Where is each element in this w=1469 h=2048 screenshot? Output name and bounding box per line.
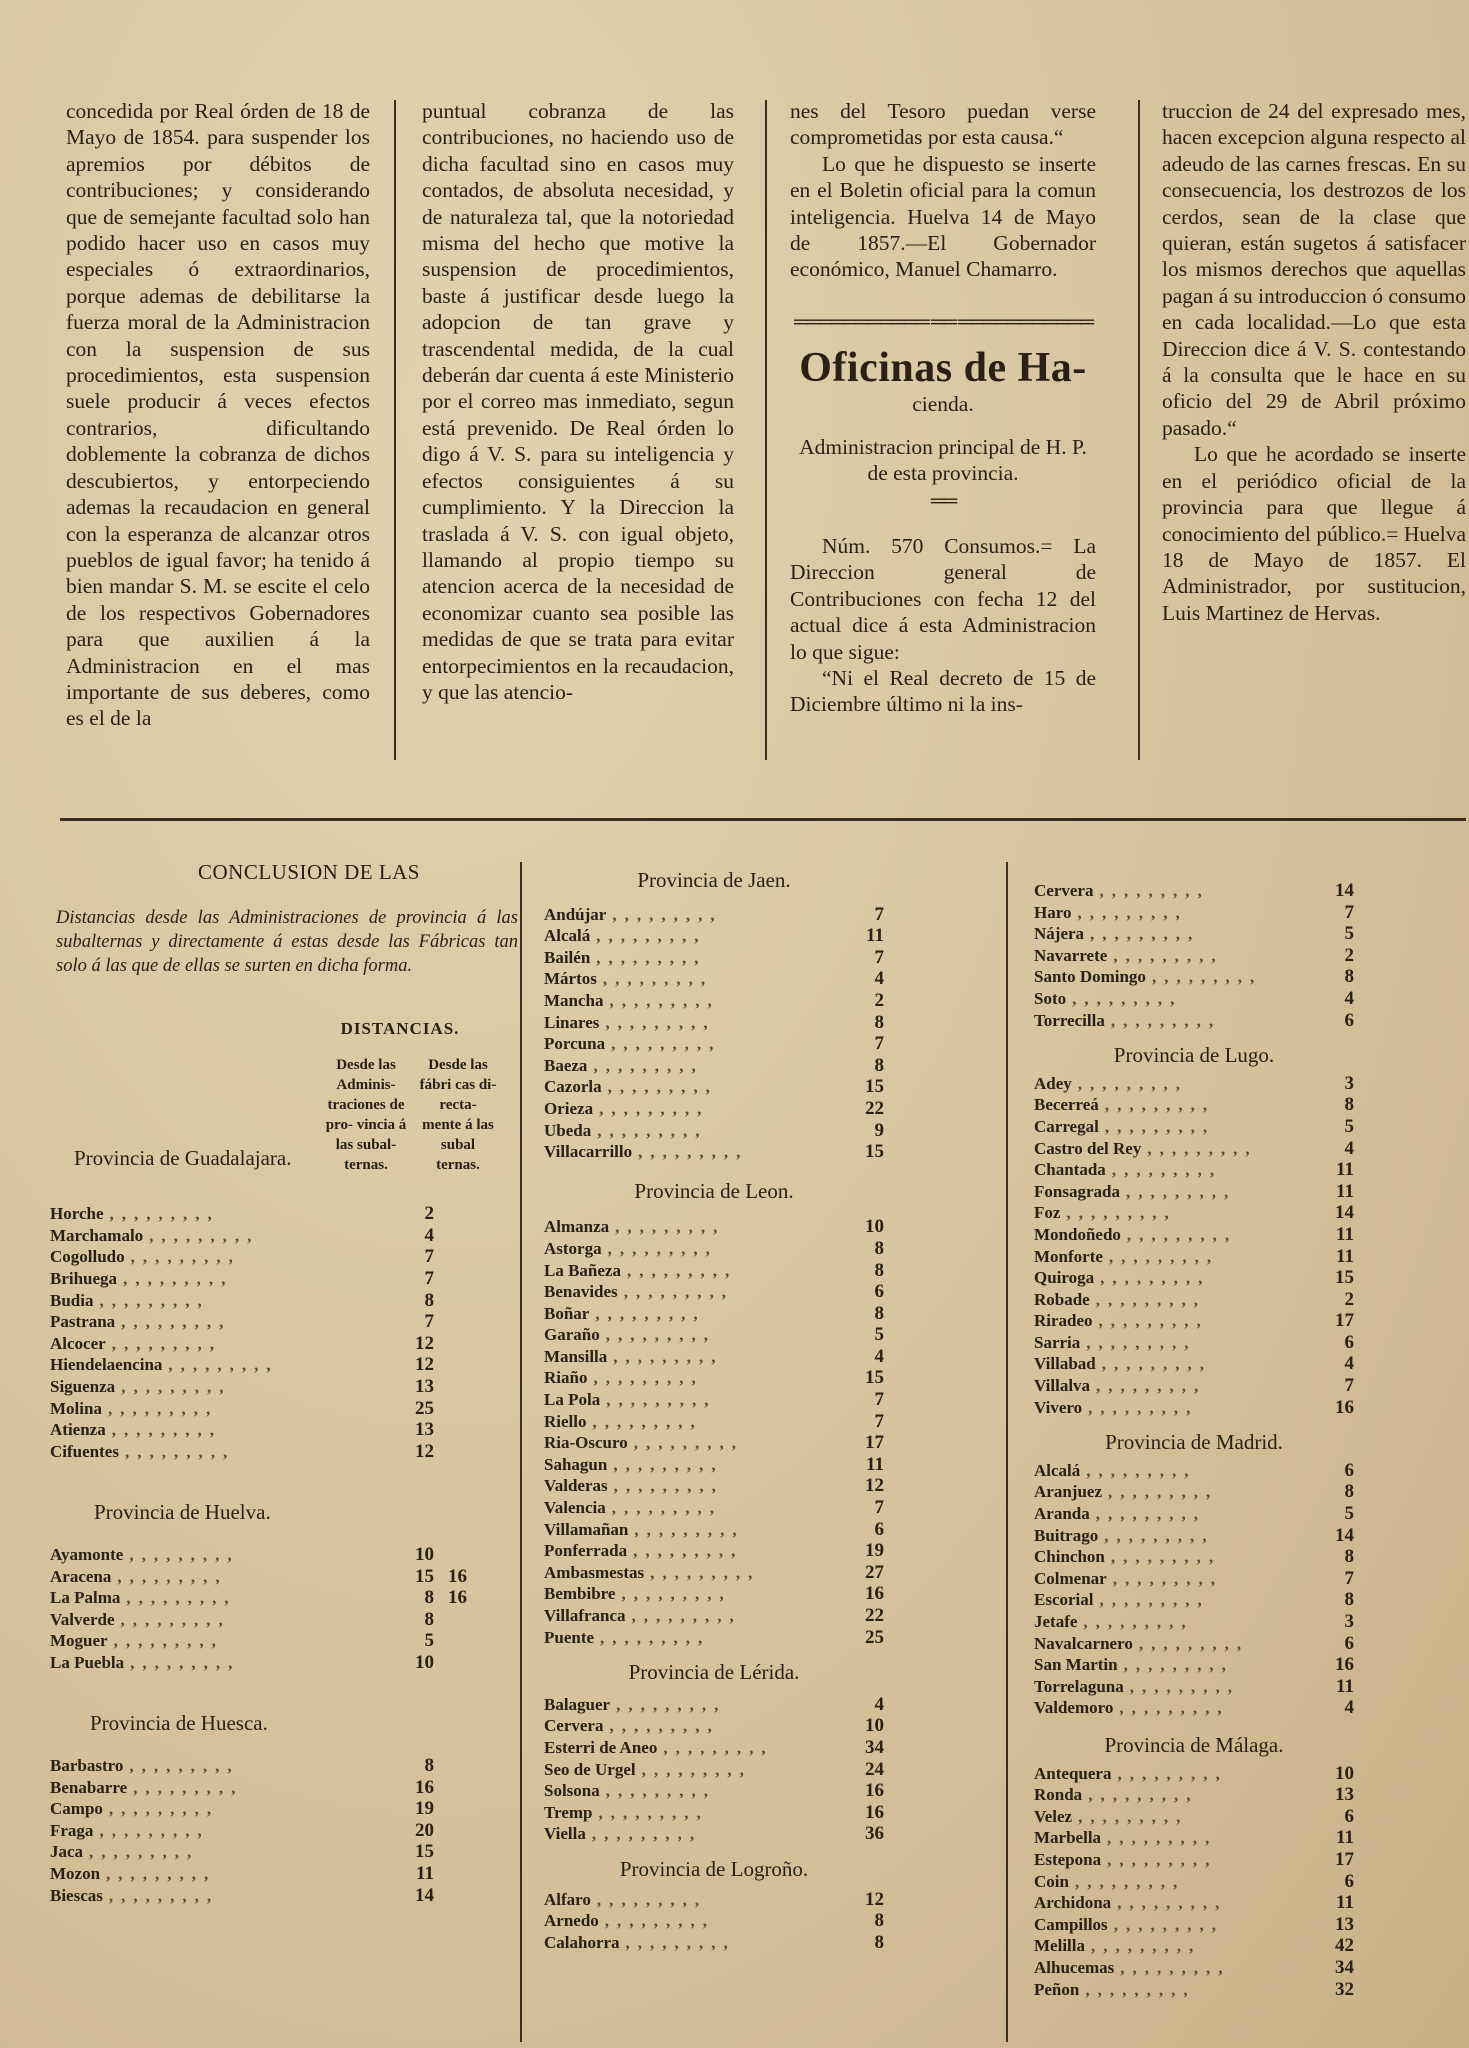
table-row: Mártos ,,,,,,,,, 4 xyxy=(544,968,884,990)
section-heading: Oficinas de Ha- xyxy=(799,345,1087,392)
table-row: Budia ,,,,,,,,, 8 xyxy=(50,1289,434,1311)
table-leon xyxy=(544,1216,884,1648)
column-divider xyxy=(1138,100,1140,760)
table-row: Ambasmestas ,,,,,,,,, 27 xyxy=(544,1561,884,1583)
table-row: Garaño ,,,,,,,,, 5 xyxy=(544,1324,884,1346)
paragraph: puntual cobranza de las contribuciones, no haciendo uso de dicha facultad sino en casos muy contados, de absoluta necesidad, y de naturaleza tal, que la notoriedad misma del hecho que motive la suspension de procedimientos, baste á justificar desde luego la adopcion de tan grave y trascendental medida, de la cual deberán dar cuenta á este Ministerio por el correo mas inmediato, segun está prevenido. De Real órden lo digo á V. S. para su inteligencia y efectos consiguientes á su cumplimiento. Y la Direccion la traslada á V. S. con igual objeto, llamando al propio tiempo su atencion acerca de la necesidad de economizar cuanto sea posible las medidas de que se trata para evitar entorpecimientos en la recaudacion, y que las atencio- xyxy=(422,99,734,704)
table-row: Molina ,,,,,,,,, 25 xyxy=(50,1397,434,1419)
column-3 xyxy=(790,98,1096,718)
table-row: Valverde ,,,,,,,,, 8 xyxy=(50,1608,434,1630)
table-huesca xyxy=(50,1755,528,1906)
conclusion-intro: Distancias desde las Administraciones de provincia á las subalternas y directamente á estas desde las Fábricas tan solo á las que de ellas se surten en dicha forma. xyxy=(56,907,518,976)
table-title: Provincia de Huesca. xyxy=(90,1711,268,1736)
table-row: Alfaro ,,,,,,,,, 12 xyxy=(544,1888,884,1910)
table-guadalajara xyxy=(50,1203,528,1462)
table-row: Villalva ,,,,,,,,, 7 xyxy=(1034,1375,1354,1397)
table-row: Nájera ,,,,,,,,, 5 xyxy=(1034,923,1354,945)
table-row: Atienza ,,,,,,,,, 13 xyxy=(50,1419,434,1441)
table-row: Antequera ,,,,,,,,, 10 xyxy=(1034,1762,1354,1784)
table-jaen xyxy=(544,904,884,1163)
table-row: Seo de Urgel ,,,,,,,,, 24 xyxy=(544,1758,884,1780)
table-row: Marchamalo ,,,,,,,,, 4 xyxy=(50,1224,434,1246)
table-row: Villamañan ,,,,,,,,, 6 xyxy=(544,1518,884,1540)
distance-header-row xyxy=(50,1055,528,1175)
table-row: Navarrete ,,,,,,,,, 2 xyxy=(1034,944,1354,966)
table-row: Robade ,,,,,,,,, 2 xyxy=(1034,1288,1354,1310)
paragraph: Lo que he dispuesto se inserte en el Boletin oficial para la comun inteligencia. Huelva 14 de Mayo de 1857.—El Gobernador económico, Manuel Chamarro. xyxy=(790,151,1096,282)
table-row: Becerreá ,,,,,,,,, 8 xyxy=(1034,1094,1354,1116)
table-row: Aranda ,,,,,,,,, 5 xyxy=(1034,1503,1354,1525)
table-row: Benabarre ,,,,,,,,, 16 xyxy=(50,1776,434,1798)
table-logrono xyxy=(544,1889,884,1954)
paragraph: Lo que he acordado se inserte en el periódico oficial de la provincia para que llegue á conocimiento del público.= Huelva 18 de Mayo de 1857. El Administrador, por sustitucion, Luis Martinez de Hervas. xyxy=(1162,442,1466,625)
table-row: Balaguer ,,,,,,,,, 4 xyxy=(544,1693,884,1715)
table-row: La Bañeza ,,,,,,,,, 8 xyxy=(544,1259,884,1281)
table-row: Chantada ,,,,,,,,, 11 xyxy=(1034,1159,1354,1181)
table-row: Cervera ,,,,,,,,, 10 xyxy=(544,1715,884,1737)
table-row: Moguer ,,,,,,,,, 5 xyxy=(50,1630,434,1652)
table-row: Jetafe ,,,,,,,,, 3 xyxy=(1034,1611,1354,1632)
table-row: Riello ,,,,,,,,, 7 xyxy=(544,1410,884,1432)
table-row: Alcalá ,,,,,,,,, 6 xyxy=(1034,1459,1354,1481)
conclusion-title: CONCLUSION DE LAS xyxy=(197,860,420,884)
column-1 xyxy=(66,98,370,732)
table-row: Villacarrillo ,,,,,,,,, 15 xyxy=(544,1141,884,1163)
table-madrid xyxy=(1034,1460,1354,1719)
table-row: Hiendelaencina ,,,,,,,,, 12 xyxy=(50,1354,434,1376)
table-row: Mansilla ,,,,,,,,, 4 xyxy=(544,1345,884,1367)
table-row: Coin ,,,,,,,,, 6 xyxy=(1034,1870,1354,1892)
table-row: Viella ,,,,,,,,, 36 xyxy=(544,1823,884,1845)
table-title: Provincia de Guadalajara. xyxy=(74,1145,292,1170)
table-row: Carregal ,,,,,,,,, 5 xyxy=(1034,1115,1354,1137)
table-row: Siguenza ,,,,,,,,, 13 xyxy=(50,1375,434,1397)
table-row: Porcuna ,,,,,,,,, 7 xyxy=(544,1033,884,1055)
table-logrono-cont xyxy=(1034,880,1354,1031)
table-row: Escorial ,,,,,,,,, 8 xyxy=(1034,1589,1354,1611)
table-row: Linares ,,,,,,,,, 8 xyxy=(544,1011,884,1033)
table-row: Esterri de Aneo ,,,,,,,,, 34 xyxy=(544,1736,884,1758)
table-row: Tremp ,,,,,,,,, 16 xyxy=(544,1801,884,1823)
table-row: Colmenar ,,,,,,,,, 7 xyxy=(1034,1567,1354,1589)
table-row: Boñar ,,,,,,,,, 8 xyxy=(544,1302,884,1324)
table-row: Ronda ,,,,,,,,, 13 xyxy=(1034,1784,1354,1806)
table-row: Sahagun ,,,,,,,,, 11 xyxy=(544,1453,884,1475)
ornament-rule: ═══════════ ══ ═══════════ xyxy=(793,310,1093,333)
section-subheading: Administracion principal de H. P. de esta provincia. xyxy=(799,434,1087,486)
table-row: La Pola ,,,,,,,,, 7 xyxy=(544,1389,884,1411)
paragraph: “Ni el Real decreto de 15 de Diciembre último ni la ins- xyxy=(790,665,1096,717)
ornament-rule: ══ xyxy=(930,490,956,513)
table-row: Santo Domingo ,,,,,,,,, 8 xyxy=(1034,966,1354,988)
table-row: Campillos ,,,,,,,,, 13 xyxy=(1034,1913,1354,1935)
table-title: Provincia de Huelva. xyxy=(94,1500,271,1525)
table-title: Provincia de Madrid. xyxy=(1105,1430,1283,1455)
table-row: San Martin ,,,,,,,,, 16 xyxy=(1034,1654,1354,1676)
table-row: Fraga ,,,,,,,,, 20 xyxy=(50,1819,434,1841)
table-row: La Puebla ,,,,,,,,, 10 xyxy=(50,1651,434,1673)
table-row: Riaño ,,,,,,,,, 15 xyxy=(544,1367,884,1389)
table-row: Torrecilla ,,,,,,,,, 6 xyxy=(1034,1009,1354,1031)
table-row: Barbastro ,,,,,,,,, 8 xyxy=(50,1755,434,1777)
table-row: Orieza ,,,,,,,,, 22 xyxy=(544,1097,884,1119)
table-row: Ayamonte ,,,,,,,,, 10 xyxy=(50,1543,434,1565)
paragraph: nes del Tesoro puedan verse comprometidas por esta causa.“ xyxy=(790,99,1096,150)
table-row: Mozon ,,,,,,,,, 11 xyxy=(50,1863,434,1885)
table-row: Valdemoro ,,,,,,,,, 4 xyxy=(1034,1697,1354,1719)
table-title: Provincia de Logroño. xyxy=(619,1856,809,1881)
table-row: Quiroga ,,,,,,,,, 15 xyxy=(1034,1267,1354,1289)
table-row: Cogolludo ,,,,,,,,, 7 xyxy=(50,1246,434,1268)
table-row: Pastrana ,,,,,,,,, 7 xyxy=(50,1311,434,1333)
table-row: Alhucemas ,,,,,,,,, 34 xyxy=(1034,1956,1354,1978)
distances-column-b xyxy=(544,870,884,1953)
column-4 xyxy=(1162,98,1466,626)
table-row: Brihuega ,,,,,,,,, 7 xyxy=(50,1267,434,1289)
table-row: Alcalá ,,,,,,,,, 11 xyxy=(544,925,884,947)
table-row: Biescas ,,,,,,,,, 14 xyxy=(50,1884,434,1906)
table-title: Provincia de Lérida. xyxy=(628,1660,800,1685)
table-row: Cazorla ,,,,,,,,, 15 xyxy=(544,1076,884,1098)
table-row: Benavides ,,,,,,,,, 6 xyxy=(544,1281,884,1303)
table-row: Arnedo ,,,,,,,,, 8 xyxy=(544,1910,884,1932)
table-row: Solsona ,,,,,,,,, 16 xyxy=(544,1780,884,1802)
table-row: Navalcarnero ,,,,,,,,, 6 xyxy=(1034,1632,1354,1654)
table-row: Villafranca ,,,,,,,,, 22 xyxy=(544,1605,884,1626)
table-row: Buitrago ,,,,,,,,, 14 xyxy=(1034,1524,1354,1546)
table-row: Campo ,,,,,,,,, 19 xyxy=(50,1798,434,1820)
table-row: Torrelaguna ,,,,,,,,, 11 xyxy=(1034,1675,1354,1697)
table-row: Jaca ,,,,,,,,, 15 xyxy=(50,1841,434,1863)
table-malaga xyxy=(1034,1763,1354,2001)
table-row: Aracena ,,,,,,,,, 15 16 xyxy=(50,1565,467,1587)
table-row: Ria-Oscuro ,,,,,,,,, 17 xyxy=(544,1432,884,1454)
table-row: Mancha ,,,,,,,,, 2 xyxy=(544,989,884,1011)
table-row: Mondoñedo ,,,,,,,,, 11 xyxy=(1034,1223,1354,1245)
table-row: Horche ,,,,,,,,, 2 xyxy=(50,1203,434,1225)
table-row: Valencia ,,,,,,,,, 7 xyxy=(544,1497,884,1519)
table-row: Valderas ,,,,,,,,, 12 xyxy=(544,1475,884,1497)
table-row: Fonsagrada ,,,,,,,,, 11 xyxy=(1034,1180,1354,1202)
table-title: Provincia de Lugo. xyxy=(1113,1043,1275,1068)
table-lerida xyxy=(544,1694,884,1845)
table-row: Monforte ,,,,,,,,, 11 xyxy=(1034,1245,1354,1267)
column-2 xyxy=(422,98,734,705)
table-huelva xyxy=(50,1544,528,1674)
column-divider xyxy=(394,100,396,760)
table-row: Melilla ,,,,,,,,, 42 xyxy=(1034,1935,1354,1957)
table-row: Bailén ,,,,,,,,, 7 xyxy=(544,946,884,968)
section-divider xyxy=(60,818,1466,821)
table-row: Adey ,,,,,,,,, 3 xyxy=(1034,1072,1354,1094)
column-header-administraciones: Desde las Adminis- traciones de pro- vincia á las subal- ternas. xyxy=(325,1057,407,1174)
paragraph: concedida por Real órden de 18 de Mayo de 1854. para suspender los apremios por débitos de contribuciones; y considerando que de semejante facultad solo han podido hacer uso en casos muy especiales ó extraordinarios, porque ademas de debilitarse la fuerza moral de la Administracion con la suspension de sus procedimientos, esta suspension suele producir á veces efectos contrarios, dificultando doblemente la cobranza de dichos descubiertos, y entorpeciendo ademas la recaudacion en general con la esperanza de alcanzar otros pueblos de igual favor; ha tenido á bien mandar S. M. se escite el celo de los respectivos Gobernadores para que auxilien á la Administracion en el mas importante de sus deberes, como es el de la xyxy=(66,99,370,731)
table-row: Velez ,,,,,,,,, 6 xyxy=(1034,1805,1354,1827)
table-row: Bembibre ,,,,,,,,, 16 xyxy=(544,1583,884,1605)
table-row: Andújar ,,,,,,,,, 7 xyxy=(544,903,884,925)
table-row: Castro del Rey ,,,,,,,,, 4 xyxy=(1034,1137,1354,1159)
table-row: Sarria ,,,,,,,,, 6 xyxy=(1034,1331,1354,1353)
distances-column-c xyxy=(1034,880,1354,2000)
table-row: Haro ,,,,,,,,, 7 xyxy=(1034,901,1354,923)
table-lugo xyxy=(1034,1073,1354,1419)
table-row: Estepona ,,,,,,,,, 17 xyxy=(1034,1848,1354,1870)
paragraph: truccion de 24 del expresado mes, hacen excepcion alguna respecto al adeudo de las carnes frescas. En su consecuencia, los destrozos de los cerdos, sean de la clase que quieran, están sugetos á satisfacer los mismos derechos que aquellas pagan á su introduccion ó consumo en cada localidad.—Lo que esta Direccion dice á V. S. contestando á la consulta que le hace en su oficio del 29 de Abril próximo pasado.“ xyxy=(1162,99,1466,440)
table-row: Archidona ,,,,,,,,, 11 xyxy=(1034,1892,1354,1914)
province-label-cell xyxy=(50,1055,320,1175)
table-row: Soto ,,,,,,,,, 4 xyxy=(1034,987,1354,1009)
table-title: Provincia de Leon. xyxy=(634,1178,794,1203)
column-header-fabricas: Desde las fábri cas di- recta- mente á las subal ternas. xyxy=(419,1057,497,1174)
section-heading-cont: cienda. xyxy=(912,392,974,417)
table-row: Riradeo ,,,,,,,,, 17 xyxy=(1034,1310,1354,1332)
table-row: Calahorra ,,,,,,,,, 8 xyxy=(544,1931,884,1953)
table-row: Cifuentes ,,,,,,,,, 12 xyxy=(50,1440,434,1462)
column-divider xyxy=(765,100,767,760)
table-row: Cervera ,,,,,,,,, 14 xyxy=(1034,880,1354,901)
table-row: Astorga ,,,,,,,,, 8 xyxy=(544,1237,884,1259)
table-row: Baeza ,,,,,,,,, 8 xyxy=(544,1054,884,1076)
table-row: La Palma ,,,,,,,,, 8 16 xyxy=(50,1587,467,1609)
column-divider xyxy=(520,862,522,2042)
distancias-heading: DISTANCIAS. xyxy=(340,1018,460,1038)
table-row: Alcocer ,,,,,,,,, 12 xyxy=(50,1332,434,1354)
distances-column-a xyxy=(50,862,528,1906)
table-row: Ponferrada ,,,,,,,,, 19 xyxy=(544,1540,884,1562)
table-row: Villabad ,,,,,,,,, 4 xyxy=(1034,1353,1354,1375)
table-row: Puente ,,,,,,,,, 25 xyxy=(544,1626,884,1648)
table-title: Provincia de Jaen. xyxy=(637,868,791,892)
table-row: Peñon ,,,,,,,,, 32 xyxy=(1034,1978,1354,2000)
column-divider xyxy=(1006,862,1008,2042)
table-row: Chinchon ,,,,,,,,, 8 xyxy=(1034,1546,1354,1568)
table-row: Vivero ,,,,,,,,, 16 xyxy=(1034,1396,1354,1418)
table-row: Aranjuez ,,,,,,,,, 8 xyxy=(1034,1481,1354,1503)
table-row: Almanza ,,,,,,,,, 10 xyxy=(544,1216,884,1238)
table-row: Foz ,,,,,,,,, 14 xyxy=(1034,1202,1354,1224)
table-row: Ubeda ,,,,,,,,, 9 xyxy=(544,1119,884,1141)
table-row: Marbella ,,,,,,,,, 11 xyxy=(1034,1827,1354,1849)
paragraph: Núm. 570 Consumos.= La Direccion general de Contribuciones con fecha 12 del actual dice á esta Administracion lo que sigue: xyxy=(790,533,1096,664)
table-title: Provincia de Málaga. xyxy=(1104,1732,1284,1757)
